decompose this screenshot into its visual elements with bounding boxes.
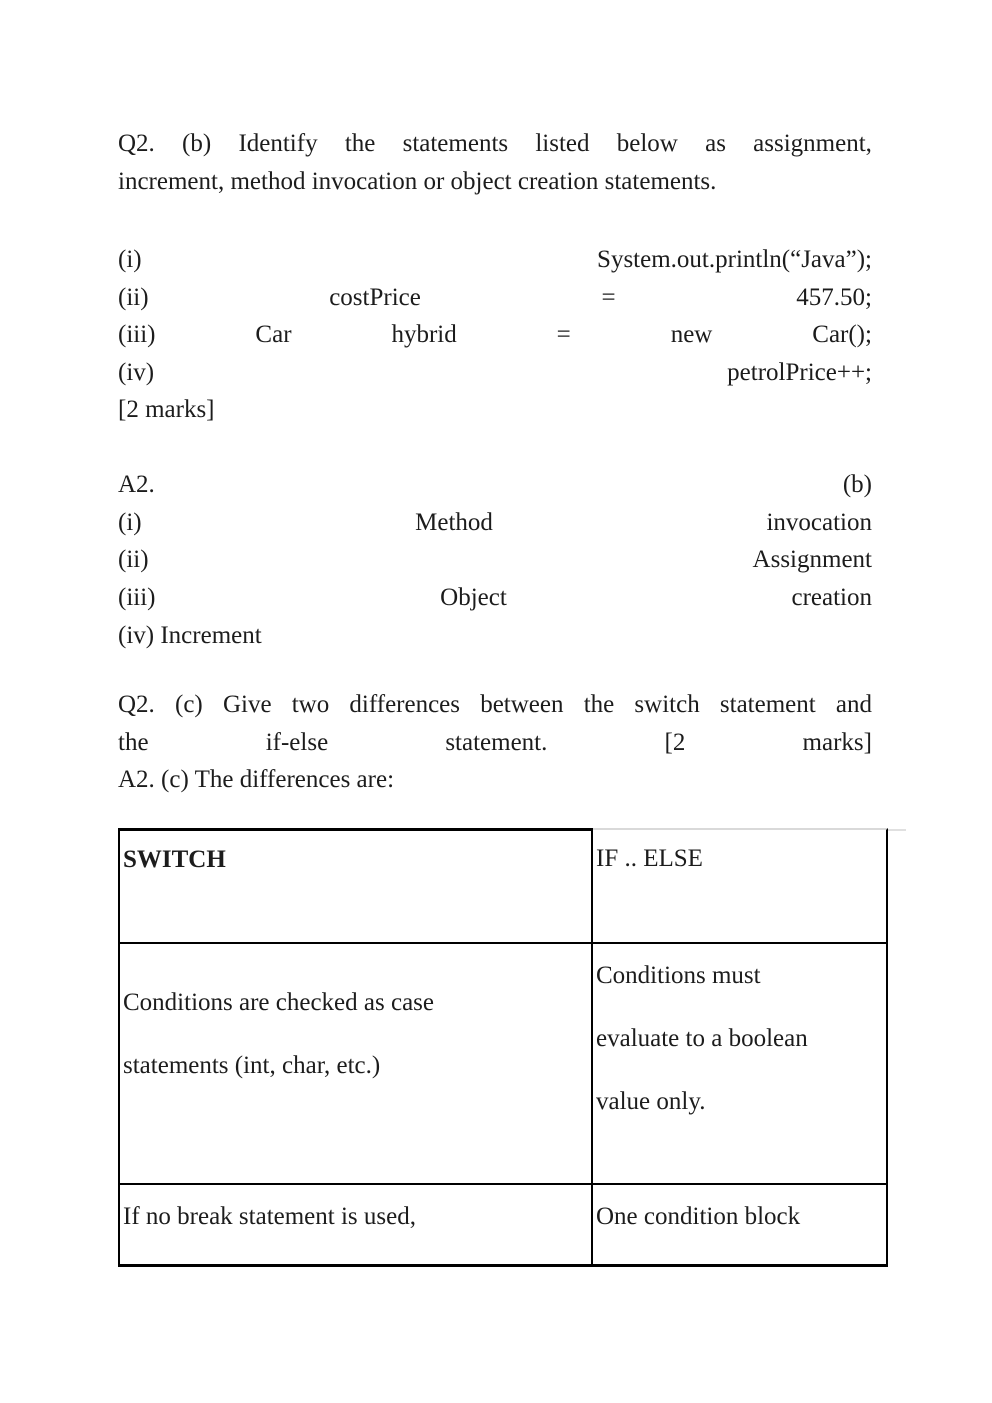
text-segment: Method [415, 509, 493, 536]
table-cell-ifelse-block [593, 1185, 888, 1267]
text-segment: statement [719, 691, 816, 718]
text-segment: (c) [175, 691, 203, 718]
text-segment: Q2. [118, 691, 155, 718]
text-segment: statements [402, 130, 509, 157]
text-segment: (b) [182, 130, 212, 157]
table-cell-text [123, 971, 591, 1097]
text-segment: (b) [842, 471, 872, 498]
table-cell-text [123, 1185, 591, 1248]
text-segment: Object [440, 584, 507, 611]
text-segment: new [670, 321, 713, 348]
text-segment: Conditions must [596, 962, 761, 989]
table-cell-ifelse-conditions [593, 944, 888, 1185]
text-segment: value only. [596, 1088, 706, 1115]
text-segment: as [705, 130, 726, 157]
text-segment: Car(); [812, 321, 872, 348]
text-segment: System.out.println(“Java”); [597, 246, 872, 273]
answer-item-iv: (iv) Increment [118, 622, 262, 649]
text-segment: Identify [238, 130, 318, 157]
question-c-line-2 [118, 724, 872, 762]
table-header-ifelse [593, 828, 888, 944]
table-cell-text [596, 1185, 886, 1248]
text-segment: Conditions are checked as case [123, 989, 434, 1016]
text-segment: (iii) [118, 321, 156, 348]
text-segment: creation [791, 584, 872, 611]
text-segment: listed [535, 130, 590, 157]
text-segment: (ii) [118, 284, 149, 311]
table-header-switch [118, 828, 593, 944]
text-segment: statements (int, char, etc.) [123, 1052, 381, 1079]
text-segment: Q2. [118, 130, 155, 157]
answer-item-iii [118, 579, 872, 617]
text-segment: Car [255, 321, 292, 348]
text-segment: One condition block [596, 1203, 801, 1230]
text-segment: assignment, [753, 130, 872, 157]
statement-item-i [118, 241, 872, 279]
text-segment: the [118, 729, 149, 756]
text-segment: (ii) [118, 546, 149, 573]
text-segment: two [291, 691, 330, 718]
answer-c-intro: A2. (c) The differences are: [118, 766, 395, 793]
text-segment: if-else [265, 729, 329, 756]
text-segment: (i) [118, 509, 142, 536]
question-b-intro-line-1 [118, 125, 872, 163]
text-segment: below [616, 130, 678, 157]
statement-item-ii [118, 279, 872, 317]
text-segment: 457.50; [796, 284, 872, 311]
text-segment: Give [222, 691, 272, 718]
text-segment: A2. [118, 471, 155, 498]
text-segment: = [601, 284, 616, 311]
text-segment: and [835, 691, 872, 718]
text-segment: invocation [766, 509, 872, 536]
text-segment: statement. [445, 729, 548, 756]
question-c-line-1 [118, 686, 872, 724]
question-b-marks: [2 marks] [118, 396, 215, 423]
table-cell-text [596, 944, 886, 1133]
text-segment: petrolPrice++; [727, 359, 872, 386]
statement-item-iv [118, 354, 872, 392]
text-segment: marks] [802, 729, 872, 756]
switch-vs-ifelse-table [118, 828, 888, 1267]
table-header-ifelse-label: IF .. ELSE [596, 845, 703, 872]
text-segment: (iii) [118, 584, 156, 611]
text-segment: differences [349, 691, 461, 718]
text-segment: If no break statement is used, [123, 1203, 416, 1230]
text-segment: the [583, 691, 615, 718]
text-segment: switch [634, 691, 700, 718]
table-header-switch-label: SWITCH [123, 846, 226, 873]
text-segment: (iv) [118, 359, 155, 386]
text-segment: (i) [118, 246, 142, 273]
text-segment: between [480, 691, 564, 718]
text-segment: Assignment [752, 546, 872, 573]
text-segment: the [344, 130, 376, 157]
table-cell-switch-break [118, 1185, 593, 1267]
statement-item-iii [118, 316, 872, 354]
question-b-intro-line-2: increment, method invocation or object creation statements. [118, 168, 717, 195]
text-segment: costPrice [329, 284, 421, 311]
answer-b-heading [118, 466, 872, 504]
text-segment: = [556, 321, 571, 348]
answer-item-ii [118, 541, 872, 579]
scan-artifact-line [888, 829, 906, 831]
text-segment: [2 [664, 729, 686, 756]
table-cell-switch-conditions [118, 944, 593, 1185]
answer-item-i [118, 504, 872, 542]
text-segment: hybrid [391, 321, 457, 348]
text-segment: evaluate to a boolean [596, 1025, 808, 1052]
